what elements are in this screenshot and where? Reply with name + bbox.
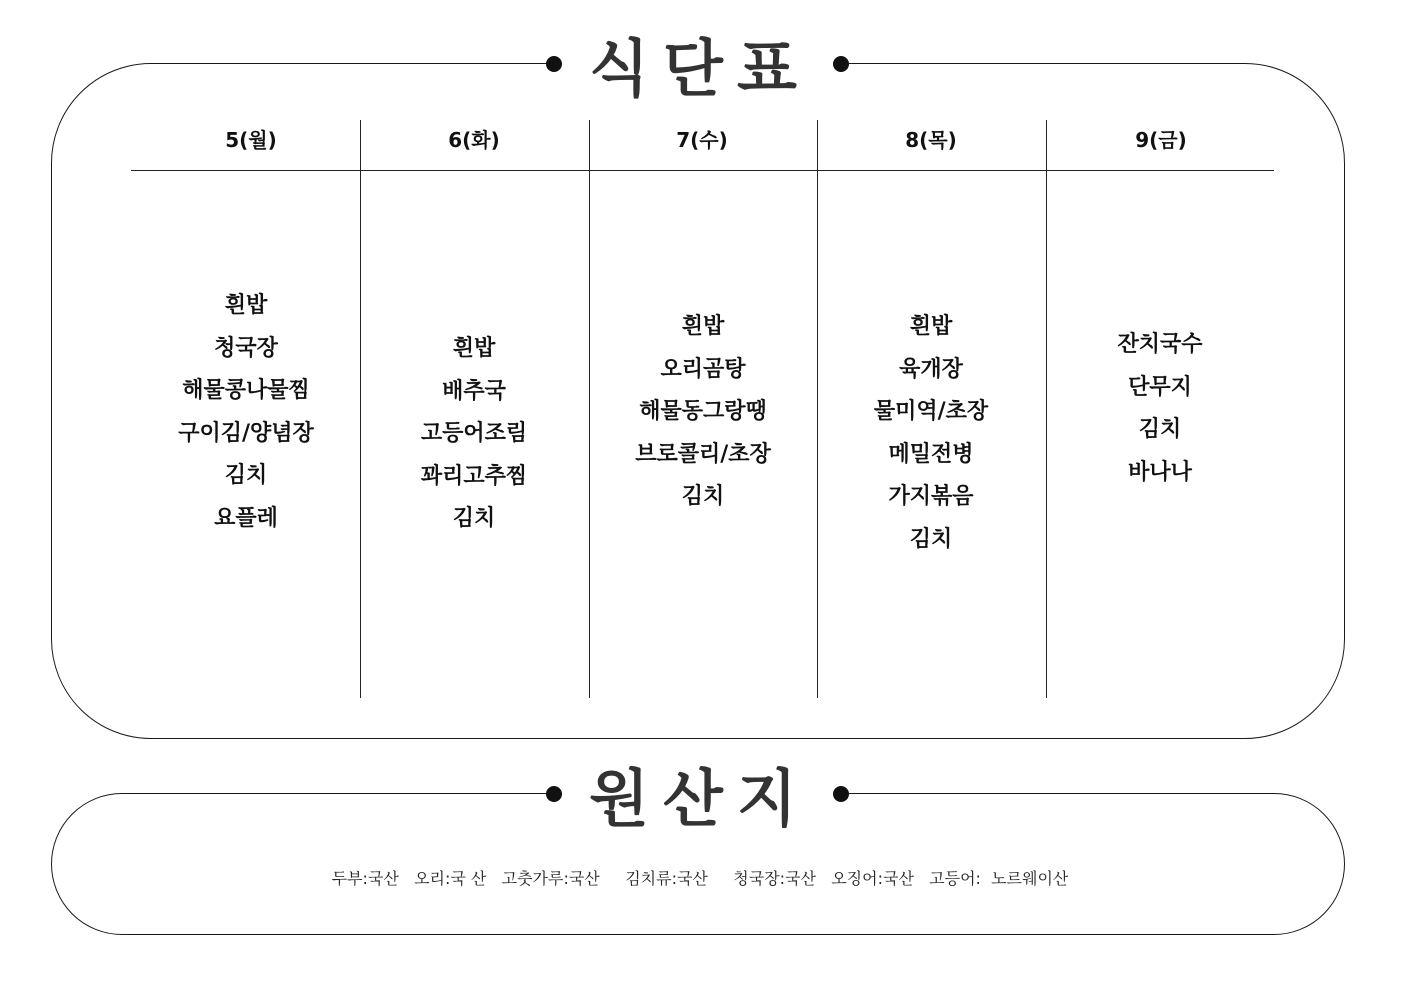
day-header-wed: 7(수): [676, 128, 728, 152]
column-divider: [817, 120, 818, 698]
menu-item: 꽈리고추찜: [420, 463, 528, 489]
column-divider: [1046, 120, 1047, 698]
origin-title: 원산지: [589, 762, 811, 835]
menu-item: 흰밥: [909, 314, 953, 339]
title-right-dot-icon: [833, 786, 849, 802]
day-menu-wed: [593, 306, 813, 519]
title-left-dot-icon: [546, 56, 562, 72]
menu-item: 구이김/양념장: [178, 420, 314, 446]
menu-item: 오리곰탕: [660, 356, 746, 382]
title-right-dot-icon: [833, 56, 849, 72]
menu-item: 흰밥: [452, 336, 496, 361]
menu-item: 김치: [1138, 417, 1182, 442]
menu-item: 해물동그랑땡: [639, 399, 767, 424]
title-left-dot-icon: [546, 786, 562, 802]
day-header-thu: 8(목): [905, 128, 957, 152]
menu-item: 단무지: [1128, 374, 1192, 400]
day-header-mon: 5(월): [225, 128, 277, 152]
menu-item: 바나나: [1128, 459, 1192, 485]
menu-item: 김치: [681, 484, 725, 509]
menu-item: 흰밥: [681, 314, 725, 339]
column-divider: [360, 120, 361, 698]
menu-item: 흰밥: [224, 293, 268, 318]
day-header-fri: 9(금): [1135, 128, 1187, 152]
menu-item: 요플레: [214, 505, 278, 531]
menu-item: 잔치국수: [1117, 332, 1203, 357]
origin-info-text: 두부:국산 오리:국 산 고춧가루:국산 김치류:국산 청국장:국산 오징어:국산 고등어: 노르웨이산: [331, 869, 1069, 888]
day-header-tue: 6(화): [448, 128, 500, 152]
menu-item: 청국장: [214, 335, 278, 361]
menu-item: 김치: [224, 463, 268, 488]
column-divider: [589, 120, 590, 698]
header-divider: [131, 170, 1274, 171]
menu-item: 육개장: [899, 356, 963, 382]
menu-item: 해물콩나물찜: [182, 378, 310, 403]
menu-item: 김치: [452, 506, 496, 531]
menu-item: 배추국: [442, 378, 506, 404]
menu-item: 김치: [909, 526, 953, 552]
menu-item: 브로콜리/초장: [635, 441, 771, 467]
menu-item: 가지볶음: [888, 484, 974, 509]
menu-item: 고등어조림: [420, 421, 528, 446]
day-menu-mon: [136, 285, 356, 540]
menu-item: 메밀전병: [888, 441, 974, 467]
day-menu-tue: [364, 328, 584, 541]
menu-title: 식단표: [589, 32, 811, 105]
day-menu-thu: [821, 306, 1041, 561]
menu-item: 물미역/초장: [873, 399, 989, 424]
day-menu-fri: [1050, 324, 1270, 494]
